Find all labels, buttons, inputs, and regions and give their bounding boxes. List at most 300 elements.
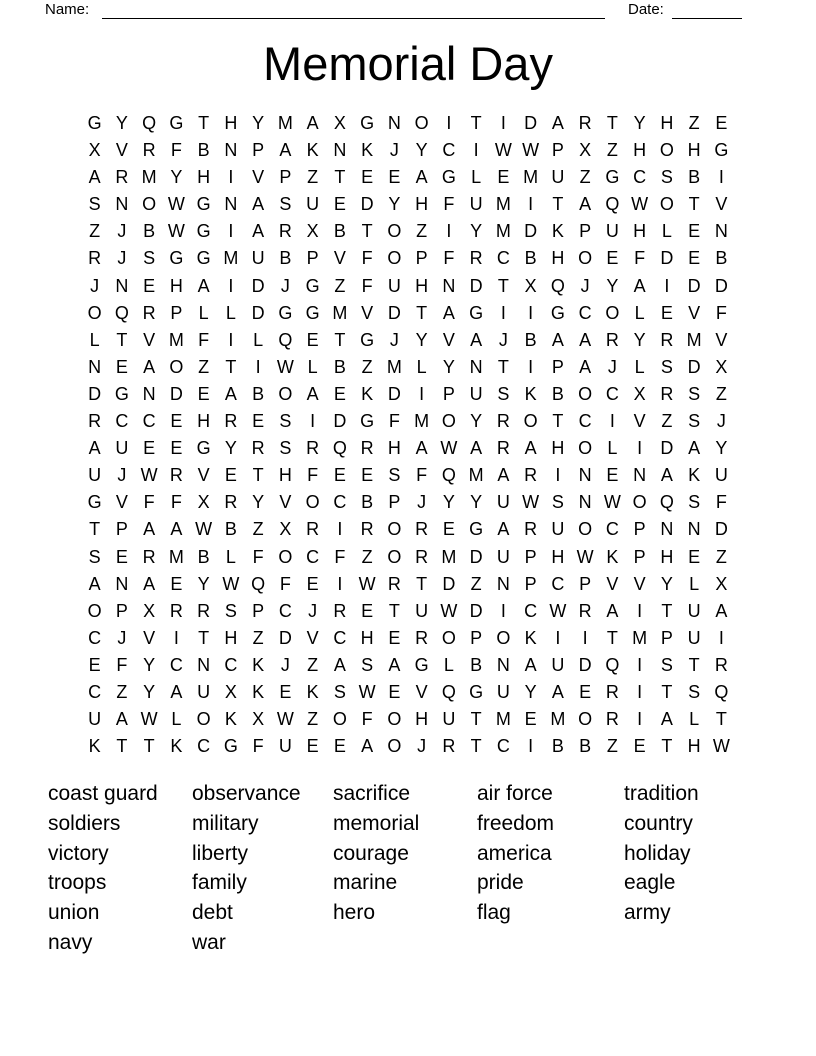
grid-cell: E <box>279 681 292 702</box>
grid-cell: I <box>500 302 506 323</box>
grid-cell: H <box>415 275 429 296</box>
grid-cell: G <box>114 383 129 404</box>
grid-cell: U <box>197 681 211 702</box>
grid-cell: U <box>687 627 701 648</box>
grid-cell: S <box>688 383 701 404</box>
grid-cell: M <box>632 627 648 648</box>
grid-cell: T <box>497 356 509 377</box>
grid-cell: K <box>361 383 374 404</box>
grid-cell: J <box>389 329 399 350</box>
grid-cell: U <box>714 465 728 486</box>
grid-cell: A <box>633 275 646 296</box>
word-search-grid <box>81 110 735 760</box>
grid-cell: Z <box>688 113 700 133</box>
grid-cell: B <box>361 492 374 513</box>
grid-cell: S <box>88 546 101 567</box>
grid-cell: D <box>278 627 292 648</box>
grid-cell: O <box>387 519 402 540</box>
grid-cell: X <box>279 519 292 540</box>
grid-cell: J <box>90 275 100 296</box>
grid-cell: U <box>687 600 701 621</box>
word-list-column <box>48 779 192 958</box>
grid-cell: R <box>605 329 619 350</box>
grid-cell: E <box>170 411 183 432</box>
word-list-column <box>333 779 477 958</box>
word-list <box>48 779 784 958</box>
grid-cell: R <box>578 113 592 133</box>
grid-cell: G <box>550 302 565 323</box>
grid-cell: G <box>196 221 211 242</box>
word-list-item: liberty <box>192 841 249 865</box>
grid-cell: S <box>143 248 156 269</box>
grid-cell: O <box>578 383 593 404</box>
grid-cell: E <box>442 519 455 540</box>
grid-cell: Z <box>252 519 264 540</box>
grid-cell: B <box>333 356 346 377</box>
grid-cell: X <box>633 383 646 404</box>
grid-cell: Z <box>116 681 128 702</box>
grid-cell: G <box>87 492 102 513</box>
grid-cell: H <box>551 248 565 269</box>
word-list-column <box>624 779 784 958</box>
grid-cell: V <box>361 302 374 323</box>
grid-cell: D <box>469 546 483 567</box>
grid-cell: A <box>606 600 619 621</box>
grid-cell: E <box>197 383 210 404</box>
grid-cell: I <box>500 600 506 621</box>
word-list-item: country <box>624 811 693 835</box>
grid-cell: F <box>307 465 319 486</box>
grid-cell: U <box>387 275 401 296</box>
grid-cell: X <box>715 356 728 377</box>
grid-cell: J <box>580 275 590 296</box>
grid-cell: B <box>252 383 265 404</box>
grid-cell: T <box>198 627 210 648</box>
grid-cell: J <box>117 221 127 242</box>
grid-cell: R <box>415 519 429 540</box>
grid-cell: W <box>494 140 512 161</box>
grid-cell: N <box>115 275 129 296</box>
grid-cell: G <box>360 411 375 432</box>
grid-cell: T <box>416 573 428 594</box>
grid-cell: Q <box>441 465 456 486</box>
grid-cell: X <box>579 140 592 161</box>
grid-cell: G <box>441 167 456 188</box>
grid-cell: T <box>143 736 155 757</box>
grid-cell: S <box>660 356 673 377</box>
grid-cell: N <box>333 140 347 161</box>
grid-cell: G <box>469 519 484 540</box>
grid-cell: E <box>688 248 701 269</box>
grid-cell: T <box>552 411 564 432</box>
grid-cell: P <box>633 519 646 540</box>
grid-cell: S <box>279 411 292 432</box>
grid-cell: U <box>496 681 510 702</box>
grid-row <box>81 381 735 408</box>
grid-cell: S <box>551 492 564 513</box>
grid-cell: H <box>633 221 647 242</box>
grid-cell: M <box>468 465 484 486</box>
grid-cell: D <box>714 519 728 540</box>
grid-cell: J <box>117 627 127 648</box>
grid-cell: J <box>716 411 726 432</box>
word-list-item: observance <box>192 782 301 805</box>
grid-cell: H <box>197 167 211 188</box>
grid-cell: A <box>660 709 673 730</box>
grid-cell: Z <box>715 546 727 567</box>
grid-cell: I <box>555 465 561 486</box>
grid-cell: V <box>688 302 701 323</box>
word-list-item: hero <box>333 901 376 925</box>
grid-cell: Z <box>361 356 373 377</box>
grid-cell: J <box>417 492 427 513</box>
grid-cell: E <box>715 113 728 133</box>
grid-cell: C <box>88 681 102 702</box>
grid-cell: O <box>387 221 402 242</box>
grid-cell: P <box>252 600 265 621</box>
word-list-item: troops <box>48 871 107 895</box>
grid-cell: W <box>167 194 185 215</box>
grid-cell: K <box>361 140 374 161</box>
grid-cell: W <box>712 736 730 757</box>
grid-cell: F <box>116 654 128 675</box>
grid-cell: T <box>361 221 373 242</box>
grid-cell: L <box>307 356 318 377</box>
grid-cell: V <box>415 681 428 702</box>
grid-cell: X <box>306 221 319 242</box>
grid-cell: L <box>89 329 100 350</box>
grid-cell: R <box>524 519 538 540</box>
grid-cell: M <box>141 167 157 188</box>
grid-cell: G <box>469 302 484 323</box>
grid-cell: A <box>470 438 483 459</box>
grid-cell: H <box>224 627 238 648</box>
grid-cell: K <box>551 221 564 242</box>
grid-cell: E <box>633 736 646 757</box>
grid-cell: D <box>578 654 592 675</box>
grid-row <box>81 544 735 571</box>
grid-cell: Q <box>114 302 129 323</box>
grid-cell: J <box>389 140 399 161</box>
grid-cell: G <box>169 248 184 269</box>
grid-cell: R <box>660 329 674 350</box>
grid-cell: D <box>714 275 728 296</box>
grid-cell: C <box>442 140 456 161</box>
grid-cell: P <box>524 573 537 594</box>
grid-cell: J <box>117 465 127 486</box>
grid-cell: R <box>333 600 347 621</box>
grid-cell: Z <box>416 221 428 242</box>
grid-cell: R <box>415 627 429 648</box>
grid-cell: E <box>170 438 183 459</box>
grid-cell: R <box>278 221 292 242</box>
grid-cell: D <box>524 113 538 133</box>
grid-cell: L <box>689 709 700 730</box>
grid-cell: C <box>496 736 510 757</box>
grid-cell: N <box>660 519 674 540</box>
grid-cell: N <box>224 194 238 215</box>
grid-row <box>81 110 735 137</box>
grid-cell: W <box>440 438 458 459</box>
grid-cell: C <box>551 573 565 594</box>
grid-cell: N <box>224 140 238 161</box>
grid-cell: G <box>196 248 211 269</box>
grid-cell: N <box>578 492 592 513</box>
grid-cell: O <box>441 627 456 648</box>
grid-cell: A <box>115 709 128 730</box>
grid-cell: I <box>637 654 643 675</box>
word-list-item: holiday <box>624 841 691 865</box>
puzzle-title: Memorial Day <box>263 37 553 90</box>
grid-cell: J <box>280 654 290 675</box>
grid-cell: X <box>88 140 101 161</box>
grid-cell: J <box>417 736 427 757</box>
grid-cell: O <box>387 248 402 269</box>
grid-cell: W <box>576 546 594 567</box>
grid-row <box>81 273 735 300</box>
grid-cell: A <box>660 465 673 486</box>
grid-cell: U <box>115 438 129 459</box>
grid-cell: P <box>442 383 455 404</box>
grid-cell: C <box>278 600 292 621</box>
grid-cell: B <box>197 140 210 161</box>
grid-cell: R <box>524 465 538 486</box>
grid-cell: M <box>495 221 511 242</box>
grid-cell: R <box>714 654 728 675</box>
grid-cell: A <box>551 113 564 133</box>
grid-cell: F <box>634 248 646 269</box>
grid-cell: O <box>414 113 429 133</box>
grid-cell: A <box>197 275 210 296</box>
word-list-item: navy <box>48 930 93 954</box>
grid-cell: O <box>387 709 402 730</box>
grid-cell: J <box>498 329 508 350</box>
grid-cell: A <box>306 383 319 404</box>
grid-cell: V <box>252 167 265 188</box>
grid-row <box>81 435 735 462</box>
grid-cell: T <box>470 736 482 757</box>
grid-cell: O <box>387 546 402 567</box>
grid-cell: I <box>664 275 670 296</box>
grid-cell: T <box>661 681 673 702</box>
grid-cell: R <box>306 438 320 459</box>
grid-cell: V <box>143 329 156 350</box>
grid-cell: K <box>606 546 619 567</box>
grid-cell: W <box>140 709 158 730</box>
grid-cell: Q <box>605 654 620 675</box>
grid-cell: F <box>170 140 182 161</box>
grid-cell: I <box>310 411 316 432</box>
grid-cell: O <box>332 709 347 730</box>
grid-cell: R <box>605 681 619 702</box>
grid-cell: H <box>551 438 565 459</box>
grid-cell: T <box>334 329 346 350</box>
grid-cell: E <box>143 438 156 459</box>
grid-cell: F <box>334 546 346 567</box>
grid-cell: M <box>550 709 566 730</box>
word-list-item: war <box>192 930 226 954</box>
grid-cell: M <box>523 167 539 188</box>
grid-cell: W <box>522 140 540 161</box>
grid-cell: P <box>579 221 592 242</box>
grid-cell: Z <box>307 709 319 730</box>
grid-cell: L <box>253 329 264 350</box>
grid-cell: U <box>496 492 510 513</box>
grid-cell: S <box>388 465 401 486</box>
name-label: Name: <box>45 1 90 18</box>
grid-cell: R <box>387 573 401 594</box>
grid-cell: O <box>578 519 593 540</box>
grid-cell: J <box>280 275 290 296</box>
grid-cell: T <box>470 709 482 730</box>
grid-cell: Z <box>307 654 319 675</box>
grid-cell: C <box>333 627 347 648</box>
grid-cell: I <box>718 167 724 188</box>
grid-cell: E <box>524 709 537 730</box>
word-list-item: eagle <box>624 871 676 895</box>
grid-row <box>81 191 735 218</box>
grid-cell: V <box>633 411 646 432</box>
grid-cell: B <box>197 546 210 567</box>
grid-cell: U <box>251 248 265 269</box>
grid-cell: V <box>442 329 455 350</box>
grid-cell: O <box>278 546 293 567</box>
grid-cell: Y <box>470 221 483 242</box>
grid-cell: T <box>334 167 346 188</box>
grid-cell: U <box>551 654 565 675</box>
grid-cell: F <box>443 194 455 215</box>
grid-cell: G <box>414 654 429 675</box>
grid-cell: H <box>687 140 701 161</box>
grid-cell: H <box>360 627 374 648</box>
grid-cell: A <box>279 140 292 161</box>
grid-cell: Z <box>470 573 482 594</box>
grid-cell: C <box>496 248 510 269</box>
grid-cell: E <box>88 654 101 675</box>
grid-cell: A <box>579 329 592 350</box>
grid-cell: A <box>442 302 455 323</box>
grid-cell: B <box>333 221 346 242</box>
grid-cell: A <box>88 573 101 594</box>
grid-cell: K <box>306 681 319 702</box>
grid-cell: E <box>688 221 701 242</box>
word-list-item: memorial <box>333 811 420 835</box>
grid-cell: Z <box>606 140 618 161</box>
grid-cell: F <box>143 492 155 513</box>
grid-cell: B <box>524 329 537 350</box>
grid-cell: H <box>169 275 183 296</box>
grid-cell: S <box>660 167 673 188</box>
word-list-column <box>477 779 624 958</box>
grid-cell: C <box>115 411 129 432</box>
grid-cell: O <box>632 492 647 513</box>
grid-cell: D <box>524 221 538 242</box>
grid-cell: F <box>361 709 373 730</box>
word-list-item: military <box>192 811 259 835</box>
grid-cell: S <box>497 383 510 404</box>
grid-cell: D <box>469 275 483 296</box>
grid-row <box>81 300 735 327</box>
grid-cell: I <box>228 221 234 242</box>
grid-cell: V <box>715 194 728 215</box>
grid-cell: R <box>578 600 592 621</box>
grid-cell: Q <box>441 681 456 702</box>
grid-cell: K <box>688 465 701 486</box>
grid-cell: O <box>87 600 102 621</box>
grid-cell: A <box>688 438 701 459</box>
grid-cell: H <box>197 411 211 432</box>
grid-cell: L <box>443 654 454 675</box>
grid-cell: F <box>361 248 373 269</box>
grid-cell: T <box>116 329 128 350</box>
grid-cell: K <box>524 383 537 404</box>
grid-cell: L <box>471 167 482 188</box>
grid-cell: U <box>469 383 483 404</box>
grid-cell: I <box>637 600 643 621</box>
grid-cell: A <box>579 194 592 215</box>
grid-cell: G <box>305 302 320 323</box>
grid-cell: Y <box>442 356 455 377</box>
grid-cell: B <box>524 248 537 269</box>
grid-cell: N <box>578 465 592 486</box>
grid-cell: L <box>198 302 209 323</box>
grid-cell: E <box>306 736 319 757</box>
grid-cell: R <box>415 546 429 567</box>
grid-cell: Y <box>442 492 455 513</box>
grid-cell: N <box>687 519 701 540</box>
grid-cell: E <box>497 167 510 188</box>
grid-cell: P <box>170 302 183 323</box>
grid-cell: R <box>197 600 211 621</box>
grid-cell: A <box>333 654 346 675</box>
word-list-item: marine <box>333 871 398 895</box>
grid-cell: V <box>333 248 346 269</box>
grid-row <box>81 408 735 435</box>
grid-cell: S <box>279 438 292 459</box>
grid-cell: Y <box>170 167 183 188</box>
grid-cell: W <box>276 709 294 730</box>
grid-cell: I <box>173 627 179 648</box>
grid-cell: D <box>360 194 374 215</box>
grid-cell: E <box>333 194 346 215</box>
grid-cell: Z <box>89 221 101 242</box>
grid-cell: A <box>88 167 101 188</box>
grid-cell: R <box>142 140 156 161</box>
grid-cell: T <box>497 275 509 296</box>
grid-cell: O <box>523 411 538 432</box>
grid-cell: Y <box>415 140 428 161</box>
grid-cell: X <box>333 113 346 133</box>
grid-cell: I <box>637 681 643 702</box>
grid-cell: I <box>582 627 588 648</box>
grid-cell: A <box>252 194 265 215</box>
grid-cell: G <box>714 140 729 161</box>
grid-row <box>81 354 735 381</box>
grid-cell: R <box>142 546 156 567</box>
grid-cell: A <box>224 383 237 404</box>
grid-cell: T <box>552 194 564 215</box>
grid-cell: N <box>469 356 483 377</box>
grid-cell: N <box>496 573 510 594</box>
grid-cell: M <box>414 411 430 432</box>
grid-cell: A <box>415 438 428 459</box>
grid-cell: O <box>496 627 511 648</box>
grid-cell: V <box>279 492 292 513</box>
grid-cell: A <box>551 681 564 702</box>
grid-cell: V <box>143 627 156 648</box>
grid-cell: H <box>660 546 674 567</box>
grid-cell: E <box>606 465 619 486</box>
